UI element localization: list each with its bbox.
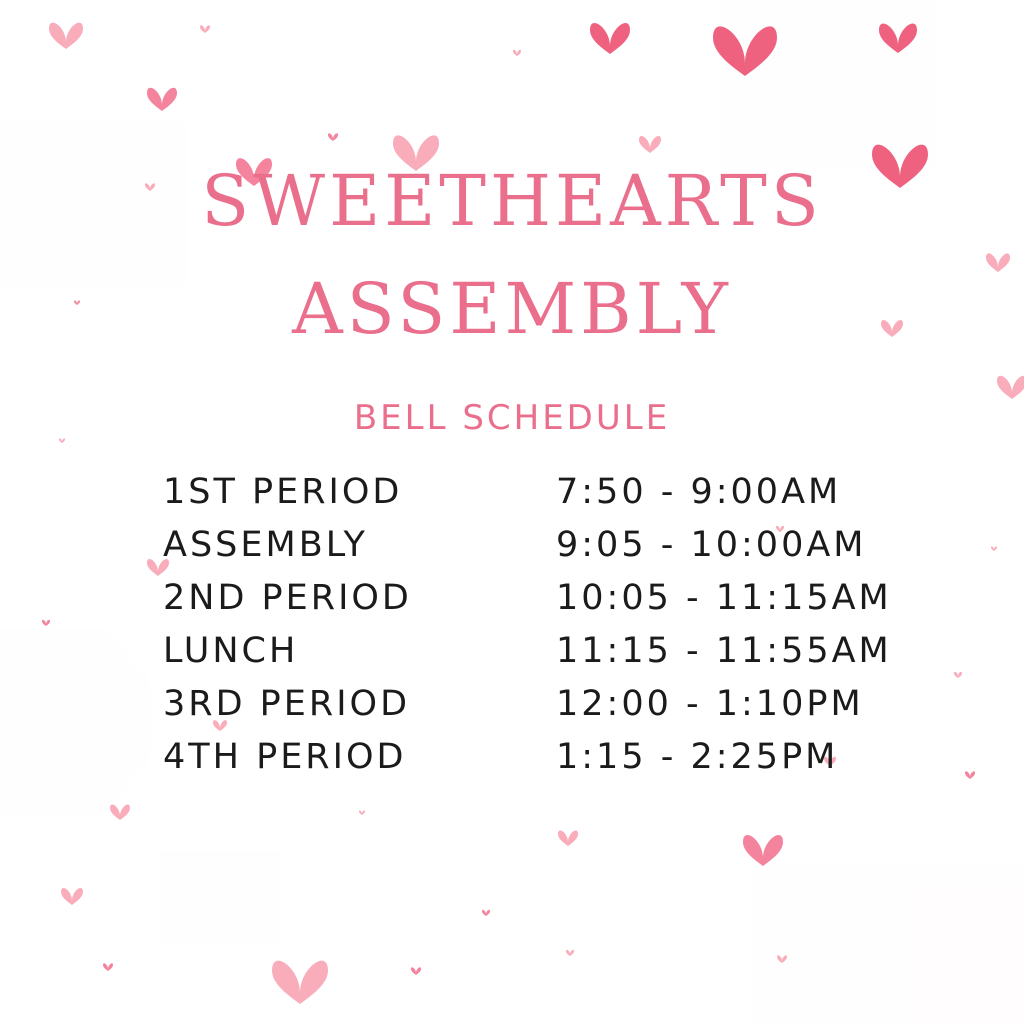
heart-icon <box>200 883 240 914</box>
heart-icon <box>103 963 113 971</box>
schedule-row <box>163 735 923 788</box>
period-time: 7:50 - 9:00AM <box>556 472 842 512</box>
heart-icon <box>879 24 917 53</box>
period-label: 3RD PERIOD <box>163 684 411 724</box>
heart-icon <box>359 810 365 815</box>
period-time: 9:05 - 10:00AM <box>556 525 867 565</box>
period-label: 4TH PERIOD <box>163 737 407 777</box>
heart-icon <box>2 110 54 150</box>
heart-icon <box>590 23 630 54</box>
heart-icon <box>272 961 328 1004</box>
heart-icon <box>110 804 130 820</box>
heart-icon <box>566 950 574 956</box>
heart-icon <box>59 438 65 443</box>
schedule-row <box>163 523 923 576</box>
heart-icon <box>49 23 83 49</box>
period-label: LUNCH <box>163 631 299 671</box>
heart-icon <box>657 938 723 989</box>
heart-icon <box>200 25 210 33</box>
title-line-1: SWEETHEARTS <box>201 160 823 242</box>
heart-icon <box>61 888 83 905</box>
schedule-list <box>163 470 923 788</box>
schedule-row <box>163 470 923 523</box>
title-line-2: ASSEMBLY <box>292 268 732 350</box>
period-label: ASSEMBLY <box>163 525 368 565</box>
subtitle: BELL SCHEDULE <box>353 398 671 438</box>
heart-icon <box>965 771 975 779</box>
period-time: 11:15 - 11:55AM <box>556 631 892 671</box>
heart-icon <box>147 88 177 111</box>
heart-icon <box>42 620 50 626</box>
period-time: 1:15 - 2:25PM <box>556 737 839 777</box>
heart-icon <box>713 26 777 76</box>
heart-icon <box>639 136 661 153</box>
period-time: 10:05 - 11:15AM <box>556 578 892 618</box>
period-time: 12:00 - 1:10PM <box>556 684 864 724</box>
heart-icon <box>991 546 997 551</box>
heart-icon <box>317 27 363 63</box>
heart-icon <box>777 955 787 963</box>
schedule-row <box>163 629 923 682</box>
heart-icon <box>954 672 962 678</box>
heart-icon <box>513 50 521 56</box>
heart-icon <box>997 376 1024 399</box>
period-label: 1ST PERIOD <box>163 472 403 512</box>
heart-icon <box>743 835 783 866</box>
heart-icon <box>970 931 1024 978</box>
period-label: 2ND PERIOD <box>163 578 412 618</box>
schedule-row <box>163 682 923 735</box>
heart-icon <box>328 133 338 141</box>
heart-icon <box>411 967 421 975</box>
heart-icon <box>558 830 578 846</box>
heart-icon <box>792 56 864 112</box>
heart-icon <box>843 933 933 1003</box>
heart-icon <box>0 692 80 754</box>
heart-icon <box>959 860 989 883</box>
schedule-row <box>163 576 923 629</box>
heart-icon <box>482 910 490 916</box>
